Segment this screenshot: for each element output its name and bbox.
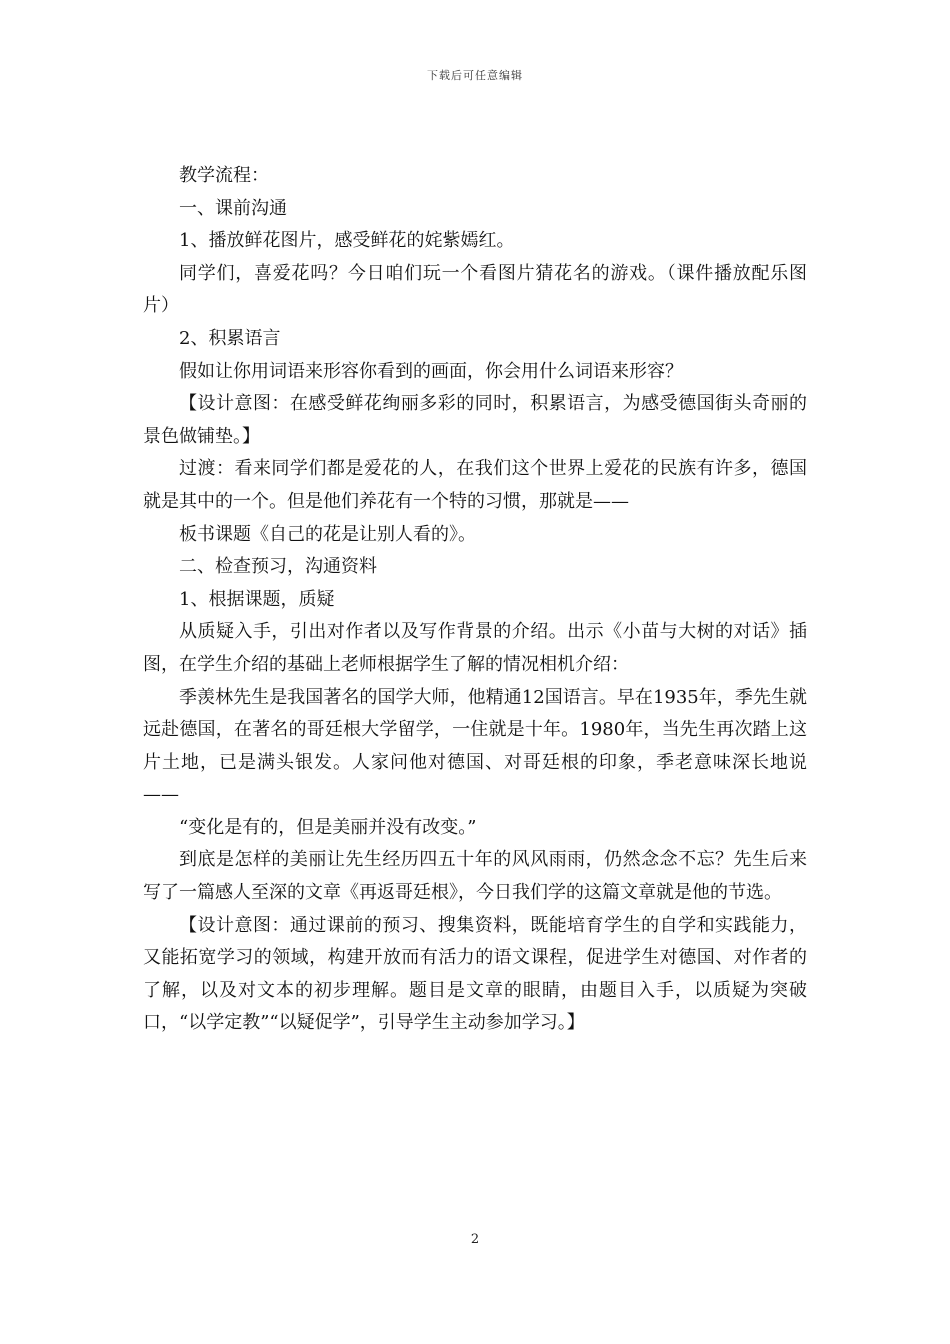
page-number: 2 (470, 1232, 480, 1247)
document-body (143, 160, 807, 1040)
paragraph: 季羡林先生是我国著名的国学大师，他精通12国语言。早在1935年，季先生就远赴德国，在著名的哥廷根大学留学，一住就是十年。1980年，当先生再次踏上这片土地，已是满头银发。人家问他对德国、对哥廷根的印象，季老意味深长地说—— (143, 686, 807, 806)
paragraph: 2、积累语言 (179, 327, 281, 349)
paragraph: 1、根据课题，质疑 (179, 588, 335, 610)
paragraph: 过渡：看来同学们都是爱花的人，在我们这个世界上爱花的民族有许多，德国就是其中的一个。但是他们养花有一个特的习惯，那就是—— (143, 458, 807, 512)
section-heading-1: 一、课前沟通 (179, 197, 287, 219)
paragraph: 从质疑入手，引出对作者以及写作背景的介绍。出示《小苗与大树的对话》插图，在学生介绍的基础上老师根据学生了解的情况相机介绍： (143, 621, 807, 675)
paragraph: 同学们，喜爱花吗？今日咱们玩一个看图片猜花名的游戏。（课件播放配乐图片） (143, 262, 807, 317)
paragraph: 到底是怎样的美丽让先生经历四五十年的风风雨雨，仍然念念不忘？先生后来写了一篇感人至深的文章《再返哥廷根》，今日我们学的这篇文章就是他的节选。 (143, 849, 807, 904)
paragraph-teaching-process: 教学流程： (179, 165, 269, 186)
design-intent-note: 【设计意图：在感受鲜花绚丽多彩的同时，积累语言，为感受德国街头奇丽的景色做铺垫。】 (143, 393, 807, 447)
quote-paragraph: “变化是有的，但是美丽并没有改变。” (179, 816, 477, 838)
page-header: 下载后可任意编辑 (427, 69, 523, 82)
design-intent-note: 【设计意图：通过课前的预习、搜集资料，既能培育学生的自学和实践能力，又能拓宽学习的领域，构建开放而有活力的语文课程，促进学生对德国、对作者的了解，以及对文本的初步理解。题目是文章的眼睛，由题目入手，以质疑为突破口，“以学定教”“以疑促学”，引导学生主动参加学习。】 (143, 914, 807, 1034)
paragraph: 1、播放鲜花图片，感受鲜花的姹紫嫣红。 (179, 230, 515, 252)
paragraph: 板书课题《自己的花是让别人看的》。 (179, 523, 476, 545)
paragraph: 假如让你用词语来形容你看到的画面，你会用什么词语来形容？ (179, 360, 683, 382)
section-heading-2: 二、检查预习，沟通资料 (179, 556, 377, 578)
